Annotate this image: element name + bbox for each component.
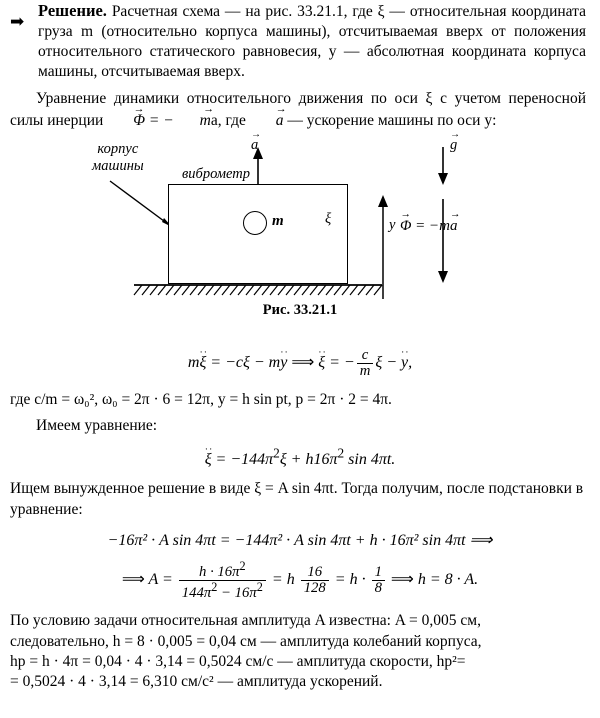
equation-4: ⟹ A = $\frac{h \cdot 16\pi^2}{144\pi^2 - 16\pi^2}$ = h $\frac{16}{128}$ = h · $\frac{1}{8}$ ⟹ h = 8 · A. — [121, 558, 479, 601]
a-vector-inline: → a — [275, 102, 287, 129]
body-label-line2: машины — [92, 157, 144, 174]
final-line-3: hp = h · 4π = 0,04 · 4 · 3,14 = 0,5024 см/с — амплитуда скорости, hp²= — [10, 652, 466, 670]
mass-circle — [243, 211, 267, 235]
y-axis-label: y — [389, 216, 396, 233]
dynamics-text-1: Уравнение динамики относительного движения по оси ξ с учетом переносной силы инерции — [10, 89, 586, 129]
solution-intro-block — [38, 0, 586, 83]
xi-axis-label: ξ — [325, 210, 332, 227]
phi-vector-inline: → Φ — [133, 102, 145, 129]
final-paragraph — [10, 611, 586, 692]
intro-paragraph: Расчетная схема — на рис. 33.21.1, где ξ — относительная координата груза m (относительно корпуса машины), отсчитываемая вверх от положения относительного статического равновесия, y — абсолютная координата корпуса машины, отсчитываемая вверх. — [38, 3, 586, 81]
final-line-4: = 0,5024 · 4 · 3,14 = 6,310 см/с² — амплитуда ускорений. — [10, 672, 383, 690]
body-label-line1: корпус — [97, 140, 139, 157]
equation-2: ·· $\xi = -144\pi^2\xi + h16\pi^2$ sin 4πt. — [204, 444, 396, 469]
figure-caption: Рис. 33.21.1 — [262, 301, 338, 318]
inertia-force-label: → Φ = −m → a — [400, 209, 461, 234]
equation-1: m ·· ξ = −cξ − m ·· y ⟹ ·· ξ = − $\frac{c}{m}$ ξ − ·· y, — [187, 346, 413, 380]
vibrometer-label: виброметр — [182, 165, 251, 182]
final-line-2: следовательно, h = 8 · 0,005 = 0,04 см — амплитуда колебаний корпуса, — [10, 632, 482, 650]
equation-3: −16π² · A sin 4πt = −144π² · A sin 4πt + h · 16π² sin 4πt ⟹ — [107, 531, 493, 549]
dynamics-text-3: — ускорение машины по оси y: — [287, 111, 497, 129]
gravity-label: → g — [450, 128, 461, 153]
seek-solution-line: Ищем вынужденное решение в виде ξ = A sin 4πt. Тогда получим, после подстановки в уравнение: — [10, 480, 584, 518]
dynamics-paragraph: Уравнение динамики относительного движения по оси ξ с учетом переносной силы инерции → Φ = − → ma, где → a — ускорение машины по оси y: — [10, 89, 586, 131]
acceleration-label: → a — [251, 128, 262, 153]
we-have-line: Имеем уравнение: — [36, 416, 158, 434]
mass-label: m — [272, 212, 284, 229]
figure-diagram — [0, 128, 600, 334]
final-line-1: По условию задачи относительная амплитуда A известна: A = 0,005 см, — [10, 612, 481, 630]
solution-label: Решение. — [38, 1, 107, 20]
dynamics-text-2: , где — [217, 111, 246, 129]
bullet-arrow-icon: ➡ — [10, 12, 25, 32]
where-line: где c/m = ω₀², ω₀ = 2π · 6 = 12π, y = h sin pt, p = 2π · 2 = 4π. — [10, 390, 392, 408]
